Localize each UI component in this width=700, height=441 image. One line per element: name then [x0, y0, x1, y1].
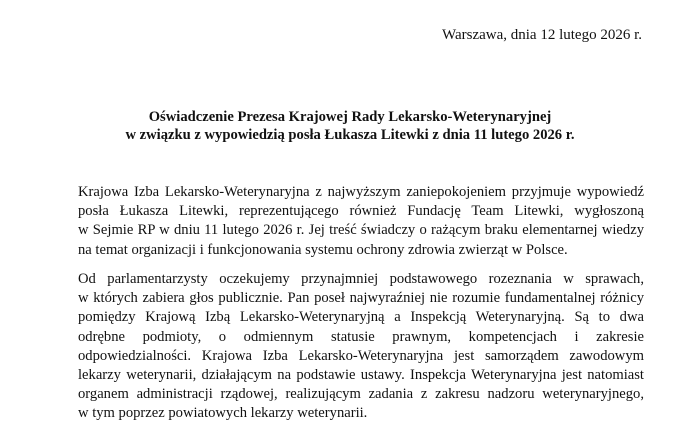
paragraph-line: Krajowa Izba Lekarsko-Weterynaryjna z najwyższym zaniepokojeniem przyjmuje wypowiedź — [78, 184, 644, 200]
paragraph-line: odpowiedzialności. Krajowa Izba Lekarsko-Weterynaryjna jest samorządem zawodowym — [78, 347, 644, 364]
paragraph-line: w których zabiera głos publicznie. Pan poseł najwyraźniej nie rozumie fundamentalnej różnicy — [78, 290, 644, 307]
paragraph-line: odrębne podmioty, o odmiennym statusie prawnym, kompetencjach i zakresie — [78, 328, 644, 345]
title-line: Oświadczenie Prezesa Krajowej Rady Lekarsko-Weterynaryjnej — [148, 109, 552, 125]
paragraph-line: w tym poprzez powiatowych lekarzy weterynarii. — [78, 405, 368, 422]
paragraph-line: na temat organizacji i funkcjonowania systemu ochrony zdrowia zwierząt w Polsce. — [78, 241, 568, 258]
title-line: w związku z wypowiedzią posła Łukasza Litewki z dnia 11 lutego 2026 r. — [125, 127, 575, 143]
document-title — [0, 108, 700, 144]
date-line: Warszawa, dnia 12 lutego 2026 r. — [442, 27, 642, 43]
paragraph-line: pomiędzy Krajową Izbą Lekarsko-Weterynaryjną a Inspekcją Weterynaryjną. Są to dwa — [78, 309, 644, 326]
paragraph-2 — [78, 270, 644, 424]
paragraph-line: w Sejmie RP w dniu 11 lutego 2026 r. Jej treść świadczy o rażącym braku elementarnej wiedzy — [78, 222, 644, 239]
paragraph-line: organem administracji rządowej, realizującym zadania z zakresu nadzoru weterynaryjnego, — [78, 386, 644, 403]
paragraph-line: Od parlamentarzysty oczekujemy przynajmniej podstawowego rozeznania w sprawach, — [78, 271, 644, 287]
paragraph-1 — [78, 183, 644, 260]
paragraph-line: lekarzy weterynarii, działającym na podstawie ustawy. Inspekcja Weterynaryjna jest natomiast — [78, 366, 644, 383]
paragraph-line: posła Łukasza Litewki, reprezentującego również Fundację Team Litewki, wygłoszoną — [78, 203, 644, 220]
